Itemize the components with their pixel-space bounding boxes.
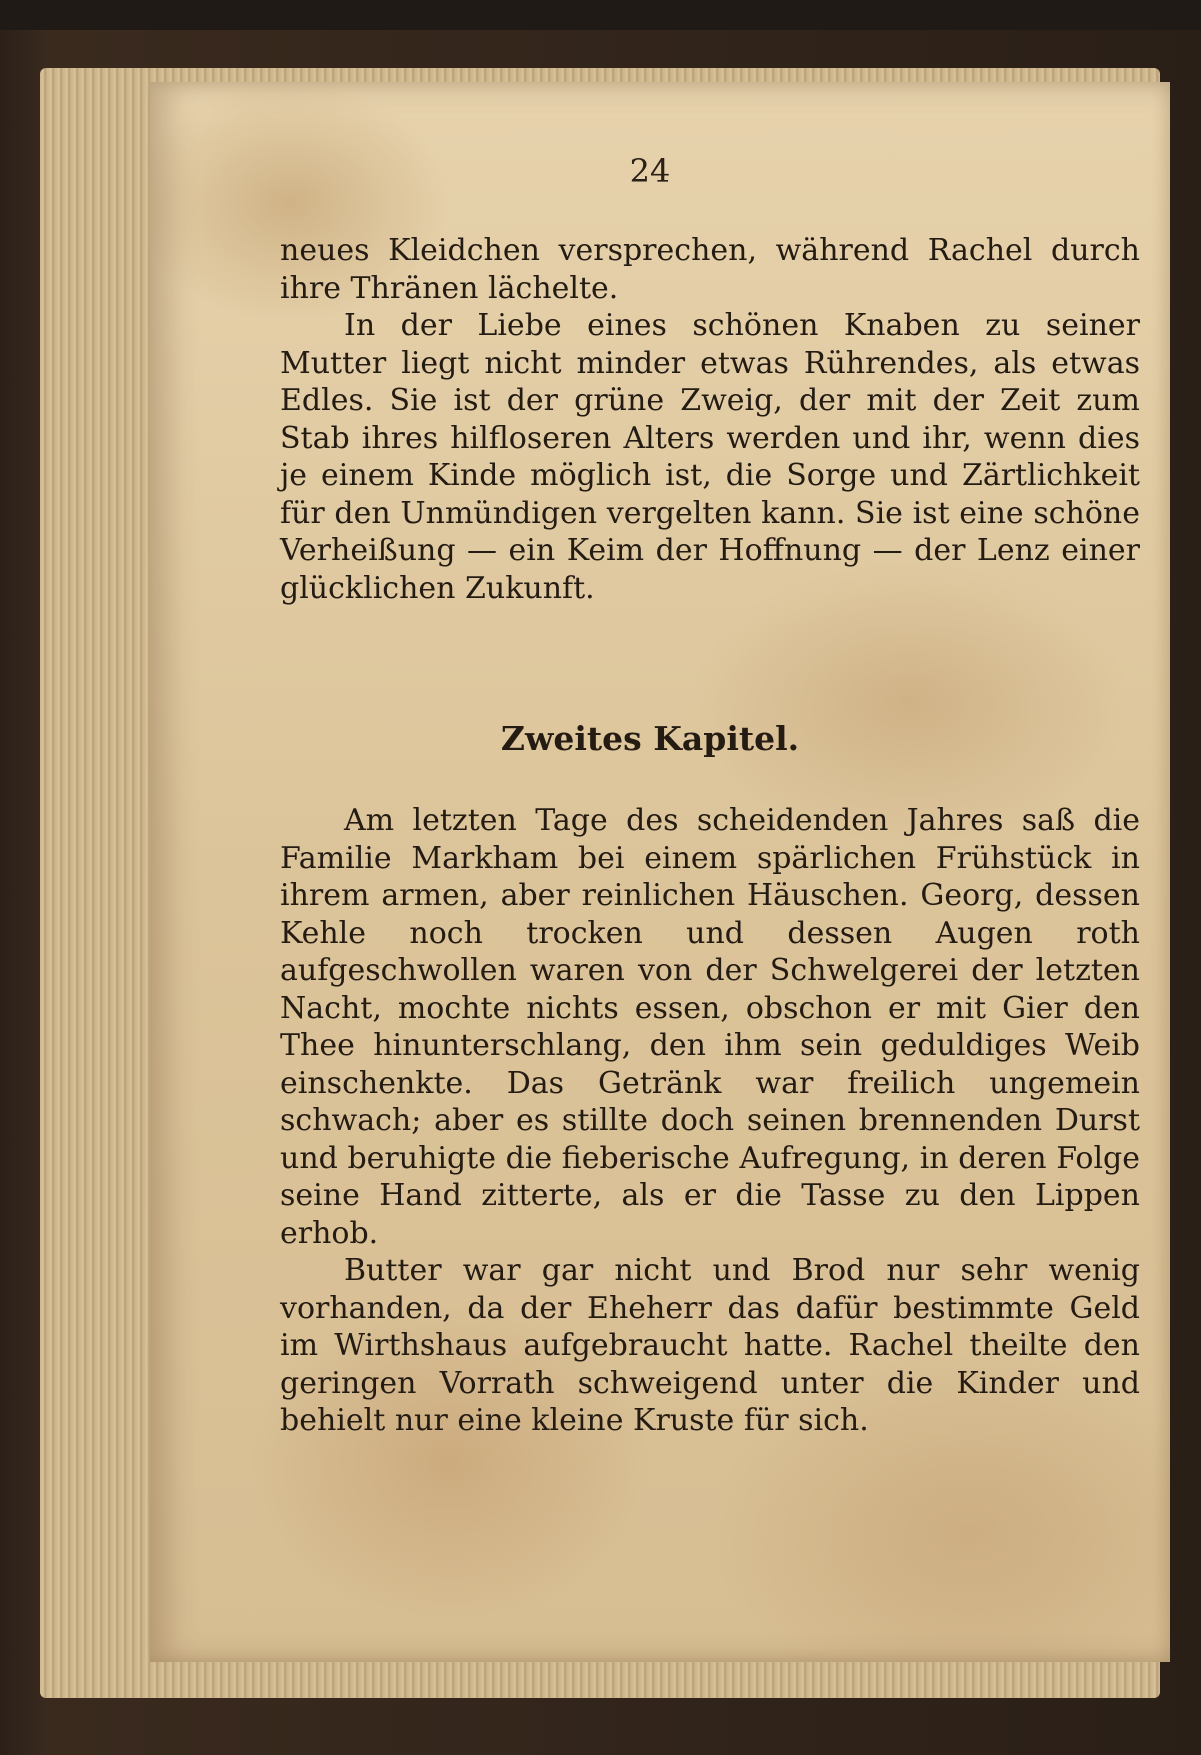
page-number: 24 xyxy=(629,152,671,190)
paragraph-breakfast: Am letzten Tage des scheidenden Jahres saß die Familie Markham bei einem spärlichen Frühstück in ihrem armen, aber reinlichen Häuschen. Georg, dessen Kehle noch trocken und dessen Augen roth aufgeschwollen waren von der Schwelgerei der letzten Nacht, mochte nichts essen, obschon er mit Gier den Thee hinunterschlang, den ihm sein geduldiges Weib einschenkte. Das Getränk war freilich ungemein schwach; aber es stillte doch seinen brennenden Durst und beruhigte die fieberische Aufregung, in deren Folge seine Hand zitterte, als er die Tasse zu den Lippen erhob. xyxy=(280,803,1140,1251)
book-page xyxy=(150,82,1170,1662)
paragraph-continuation: neues Kleidchen versprechen, während Rachel durch ihre Thränen lächelte. xyxy=(280,233,1140,306)
text-block-top xyxy=(280,232,1140,607)
chapter-title: Zweites Kapitel. xyxy=(500,719,800,758)
paragraph-love: In der Liebe eines schönen Knaben zu seiner Mutter liegt nicht minder etwas Rührendes, als etwas Edles. Sie ist der grüne Zweig, der mit der Zeit zum Stab ihres hilfloseren Alters werden und ihr, wenn dies je einem Kinde möglich ist, die Sorge und Zärtlichkeit für den Unmündigen vergelten kann. Sie ist eine schöne Verheißung — ein Keim der Hoffnung — der Lenz einer glücklichen Zukunft. xyxy=(280,308,1140,606)
paragraph-butter: Butter war gar nicht und Brod nur sehr wenig vorhanden, da der Eheherr das dafür bestimmte Geld im Wirthshaus aufgebraucht hatte. Rachel theilte den geringen Vorrath schweigend unter die Kinder und behielt nur eine kleine Kruste für sich. xyxy=(280,1253,1140,1438)
text-block-bottom xyxy=(280,802,1140,1440)
